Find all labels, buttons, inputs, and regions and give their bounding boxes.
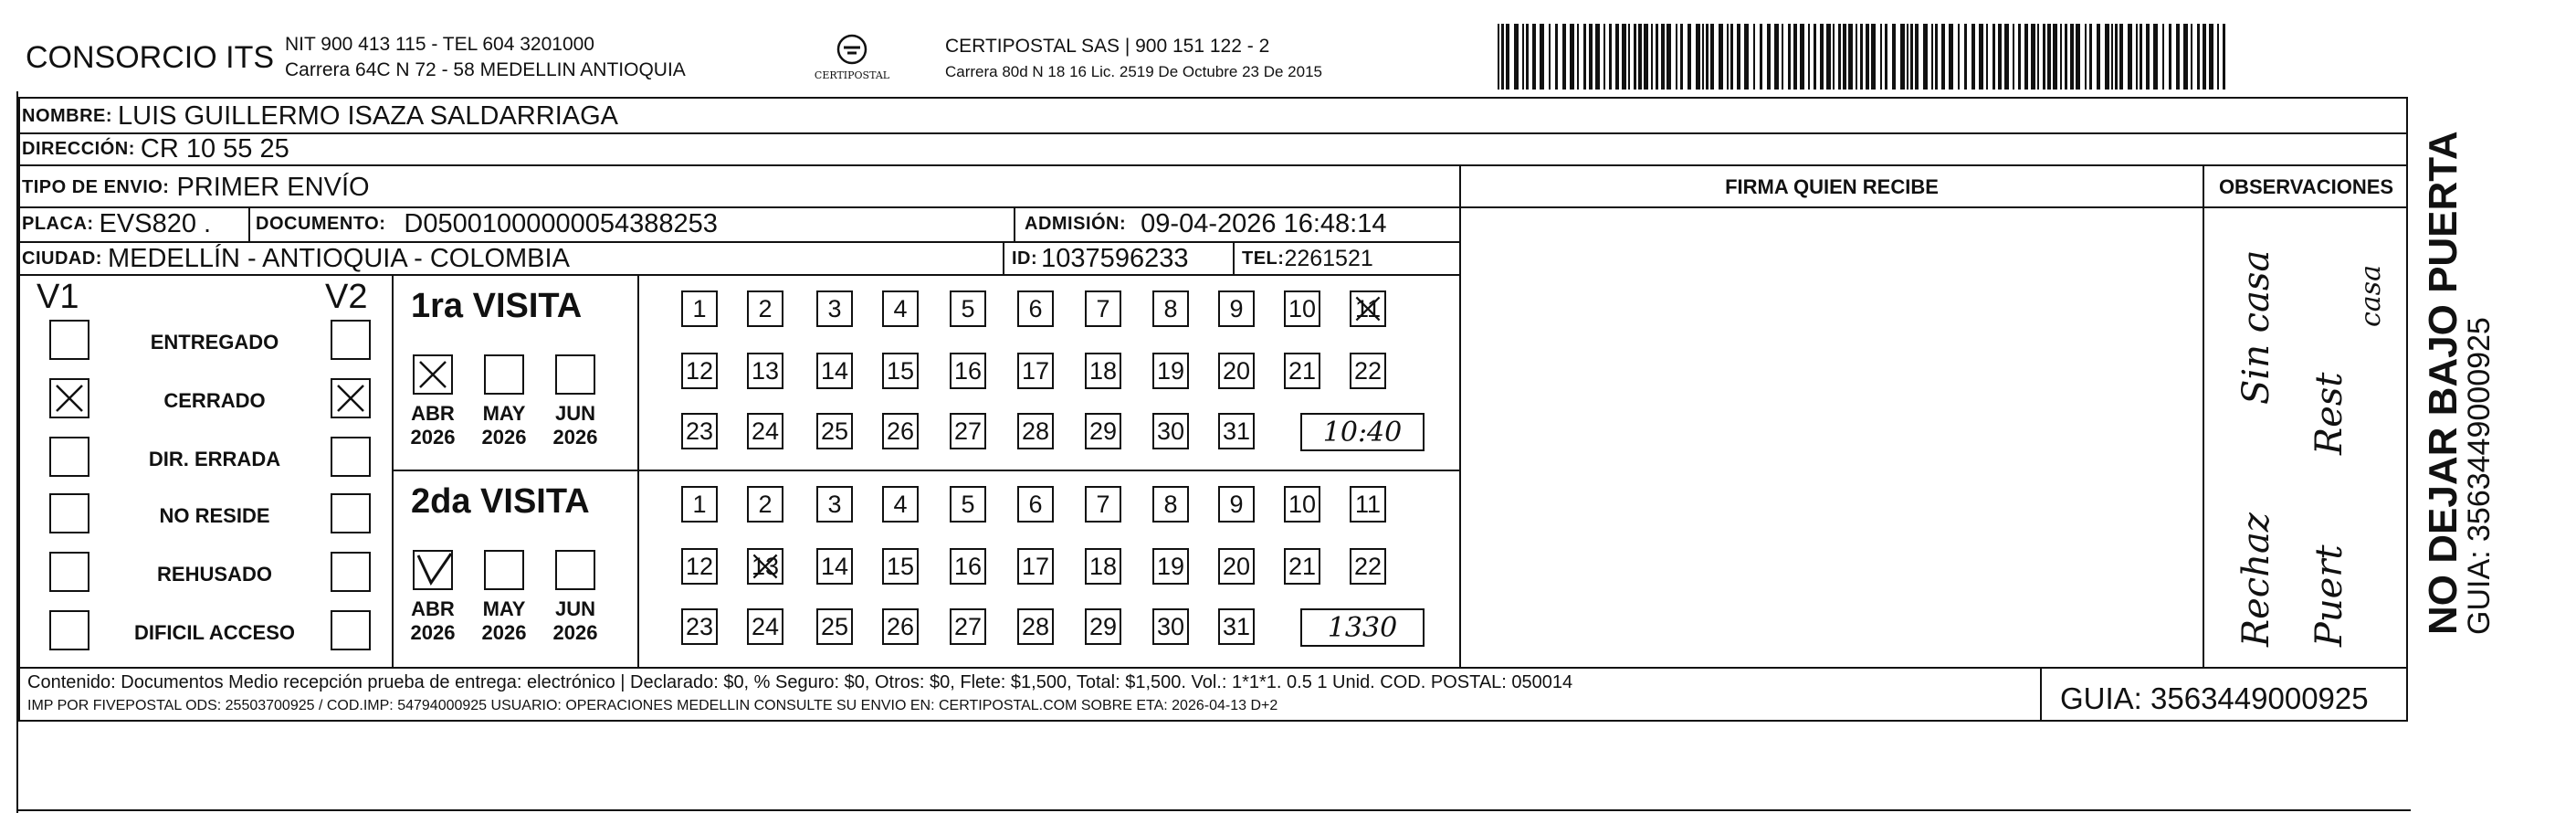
day-box[interactable]: 30	[1152, 413, 1189, 449]
day-box[interactable]: 5	[950, 486, 986, 523]
barcode-bar	[1860, 24, 1863, 90]
day-box[interactable]: 20	[1218, 548, 1255, 585]
barcode-bar	[1501, 24, 1504, 90]
barcode-bar	[1833, 24, 1835, 90]
row-direccion	[22, 133, 289, 164]
barcode-bar	[1907, 24, 1908, 90]
admision-value: 09-04-2026 16:48:14	[1141, 208, 1387, 238]
ciudad-label: CIUDAD:	[22, 248, 102, 269]
rule-v-firma	[1459, 164, 1461, 669]
logo-text: CERTIPOSTAL	[814, 69, 890, 81]
footer-guia: GUIA: 3563449000925	[2060, 681, 2369, 715]
day-box[interactable]: 3	[816, 486, 853, 523]
barcode-bar	[1577, 24, 1579, 90]
day-box[interactable]: 16	[950, 548, 986, 585]
day-box[interactable]: 24	[747, 608, 783, 645]
barcode-bar	[2070, 24, 2074, 90]
barcode-bar	[1871, 24, 1876, 90]
day-box[interactable]: 17	[1017, 353, 1054, 389]
barcode-bar	[1958, 24, 1960, 90]
v2-checkbox[interactable]	[331, 437, 371, 477]
admision-label: ADMISIÓN:	[1025, 213, 1127, 234]
day-box[interactable]: 24	[747, 413, 783, 449]
row-id	[1012, 243, 1188, 274]
barcode-bar	[1866, 24, 1869, 90]
year-label: 2026	[481, 426, 527, 449]
day-box[interactable]: 20	[1218, 353, 1255, 389]
barcode-bar	[1562, 24, 1566, 90]
company-address: Carrera 64C N 72 - 58 MEDELLIN ANTIOQUIA	[285, 59, 686, 80]
day-box[interactable]: 5	[950, 290, 986, 327]
day-box[interactable]: 29	[1085, 608, 1121, 645]
barcode-bar	[1609, 24, 1612, 90]
barcode-bar	[1910, 24, 1913, 90]
month-checkbox[interactable]	[555, 354, 595, 395]
day-box[interactable]: 27	[950, 413, 986, 449]
visit-title: 1ra VISITA	[411, 287, 583, 325]
barcode-bar	[1843, 24, 1846, 90]
day-box[interactable]: 18	[1085, 548, 1121, 585]
status-option-label: ENTREGADO	[150, 331, 279, 354]
barcode	[1498, 24, 2228, 90]
month-label: JUN	[554, 402, 595, 425]
day-box[interactable]: 10	[1284, 486, 1320, 523]
day-box[interactable]: 4	[882, 486, 919, 523]
year-label: 2026	[552, 621, 598, 644]
barcode-bar	[1710, 24, 1714, 90]
barcode-bar	[1856, 24, 1857, 90]
day-box[interactable]: 17	[1017, 548, 1054, 585]
row-tipo	[22, 172, 370, 203]
placa-label: PLACA:	[22, 213, 94, 234]
barcode-bar	[2004, 24, 2009, 90]
day-box[interactable]: 19	[1152, 353, 1189, 389]
observaciones-header: OBSERVACIONES	[2218, 175, 2394, 198]
barcode-bar	[2037, 24, 2039, 90]
v1-checkbox[interactable]	[49, 493, 89, 533]
barcode-bar	[2047, 24, 2051, 90]
barcode-bar	[1615, 24, 1619, 90]
barcode-bar	[1760, 24, 1762, 90]
barcode-bar	[2136, 24, 2138, 90]
day-box[interactable]: 11	[1350, 486, 1386, 523]
row-tel	[1242, 243, 1373, 274]
barcode-bar	[2053, 24, 2057, 90]
day-box[interactable]: 1	[681, 290, 718, 327]
day-box[interactable]: 21	[1284, 548, 1320, 585]
direccion-label: DIRECCIÓN:	[22, 138, 135, 159]
barcode-bar	[2209, 24, 2213, 90]
page-edge-left	[16, 91, 18, 813]
day-box[interactable]: 19	[1152, 548, 1189, 585]
barcode-bar	[1826, 24, 1831, 90]
day-box[interactable]: 31	[1218, 413, 1255, 449]
barcode-bar	[1848, 24, 1853, 90]
side-text	[2409, 100, 2500, 649]
barcode-bar	[2119, 24, 2123, 90]
rule-v-tel	[1233, 243, 1235, 274]
documento-label: DOCUMENTO:	[256, 213, 386, 234]
barcode-bar	[2217, 24, 2219, 90]
v1-checkbox[interactable]	[49, 378, 89, 418]
status-option-label: DIR. ERRADA	[148, 448, 281, 470]
day-box[interactable]: 2	[747, 486, 783, 523]
side-guia-text: GUIA: 3563449000925	[2462, 317, 2497, 635]
day-box[interactable]: 12	[681, 353, 718, 389]
barcode-bar	[1820, 24, 1824, 90]
barcode-bar	[1986, 24, 1988, 90]
rule-2	[18, 164, 2408, 166]
day-box[interactable]: 26	[882, 413, 919, 449]
barcode-bar	[2176, 24, 2180, 90]
barcode-bar	[1634, 24, 1636, 90]
barcode-bar	[1540, 24, 1544, 90]
carrier-address: Carrera 80d N 18 16 Lic. 2519 De Octubre 23 De 2015	[945, 63, 1322, 80]
year-label: 2026	[410, 621, 456, 644]
month-label: ABR	[411, 597, 455, 620]
v1-checkbox[interactable]	[49, 552, 89, 592]
barcode-bar	[2097, 24, 2100, 90]
day-box[interactable]: 12	[681, 548, 718, 585]
barcode-bar	[1774, 24, 1779, 90]
v2-checkbox[interactable]	[331, 378, 371, 418]
barcode-bar	[1667, 24, 1671, 90]
barcode-bar	[2065, 24, 2067, 90]
status-option-label: DIFICIL ACCESO	[133, 621, 295, 644]
day-box[interactable]: 8	[1152, 486, 1189, 523]
day-box[interactable]: 22	[1350, 353, 1386, 389]
barcode-bar	[2223, 24, 2225, 90]
firma-header: FIRMA QUIEN RECIBE	[1725, 175, 1939, 198]
day-box[interactable]: 7	[1085, 486, 1121, 523]
day-box[interactable]: 7	[1085, 290, 1121, 327]
rule-1	[18, 132, 2408, 134]
certipostal-logo	[811, 27, 893, 91]
month-checkbox[interactable]	[484, 550, 524, 590]
month-label: JUN	[554, 597, 595, 620]
visit-title: 2da VISITA	[411, 482, 590, 521]
month-checkbox[interactable]	[413, 550, 453, 590]
day-box[interactable]: 23	[681, 413, 718, 449]
barcode-bar	[1941, 24, 1945, 90]
barcode-bar	[1680, 24, 1683, 90]
barcode-bar	[1603, 24, 1605, 90]
row-ciudad	[22, 243, 570, 274]
day-box[interactable]: 31	[1218, 608, 1255, 645]
year-label: 2026	[552, 426, 598, 449]
barcode-bar	[1992, 24, 1995, 90]
day-box[interactable]: 14	[816, 353, 853, 389]
day-box[interactable]: 26	[882, 608, 919, 645]
barcode-bar	[2013, 24, 2014, 90]
v2-header: V2	[325, 278, 368, 316]
barcode-bar	[2031, 24, 2035, 90]
barcode-bar	[1506, 24, 1509, 90]
barcode-bar	[1526, 24, 1529, 90]
barcode-bar	[2115, 24, 2118, 90]
barcode-bar	[1719, 24, 1723, 90]
v2-checkbox[interactable]	[331, 320, 371, 360]
barcode-bar	[1514, 24, 1519, 90]
obs-word-4: Rest	[2308, 372, 2350, 455]
barcode-bar	[1931, 24, 1933, 90]
month-label: MAY	[482, 402, 526, 425]
row-documento	[256, 208, 718, 239]
barcode-bar	[2162, 24, 2164, 90]
day-box[interactable]: 1	[681, 486, 718, 523]
barcode-bar	[1638, 24, 1642, 90]
barcode-bar	[1793, 24, 1797, 90]
day-box[interactable]: 18	[1085, 353, 1121, 389]
day-box[interactable]: 10	[1284, 290, 1320, 327]
barcode-bar	[1800, 24, 1804, 90]
barcode-bar	[1656, 24, 1658, 90]
barcode-bar	[2203, 24, 2206, 90]
status-option-label: CERRADO	[163, 389, 266, 412]
barcode-bar	[1522, 24, 1524, 90]
barcode-bar	[1595, 24, 1600, 90]
barcode-bar	[2076, 24, 2080, 90]
barcode-bar	[1923, 24, 1928, 90]
barcode-bar	[1880, 24, 1882, 90]
barcode-bar	[1676, 24, 1677, 90]
barcode-bar	[2018, 24, 2021, 90]
day-box[interactable]: 27	[950, 608, 986, 645]
company-name: CONSORCIO ITS	[26, 40, 275, 75]
barcode-bar	[1788, 24, 1791, 90]
row-admision	[1025, 208, 1386, 239]
barcode-bar	[2089, 24, 2092, 90]
barcode-bar	[1532, 24, 1536, 90]
barcode-bar	[1651, 24, 1653, 90]
documento-value: D05001000000054388253	[404, 208, 718, 238]
day-box[interactable]: 28	[1017, 608, 1054, 645]
barcode-bar	[1998, 24, 2002, 90]
rule-v-guia	[2040, 667, 2042, 722]
tipo-label: TIPO DE ENVIO:	[22, 176, 170, 197]
rule-v-id	[1003, 243, 1004, 274]
day-box[interactable]: 4	[882, 290, 919, 327]
row-nombre	[22, 100, 618, 132]
day-box[interactable]: 30	[1152, 608, 1189, 645]
barcode-bar	[1915, 24, 1919, 90]
barcode-bar	[1782, 24, 1783, 90]
rule-visit-split	[394, 470, 1459, 471]
visit-time: 10:40	[1300, 413, 1425, 451]
company-nit-tel: NIT 900 413 115 - TEL 604 3201000	[285, 34, 594, 55]
day-box[interactable]: 6	[1017, 486, 1054, 523]
day-box[interactable]: 22	[1350, 548, 1386, 585]
barcode-bar	[1661, 24, 1665, 90]
placa-value: EVS820 .	[99, 208, 212, 238]
carrier-name: CERTIPOSTAL SAS | 900 151 122 - 2	[945, 36, 1270, 57]
barcode-bar	[2197, 24, 2200, 90]
barcode-bar	[1727, 24, 1729, 90]
day-box[interactable]: 13	[747, 548, 783, 585]
day-box[interactable]: 3	[816, 290, 853, 327]
page-edge-bottom	[18, 809, 2411, 811]
month-checkbox[interactable]	[413, 354, 453, 395]
day-box[interactable]: 6	[1017, 290, 1054, 327]
v1-header: V1	[37, 278, 79, 316]
status-option-label: NO RESIDE	[159, 504, 270, 527]
tel-value: 2261521	[1284, 245, 1373, 271]
barcode-bar	[2169, 24, 2171, 90]
barcode-bar	[1971, 24, 1975, 90]
barcode-bar	[1964, 24, 1967, 90]
tel-label: TEL:	[1242, 248, 1285, 269]
day-box[interactable]: 16	[950, 353, 986, 389]
day-box[interactable]: 8	[1152, 290, 1189, 327]
no-dejar-text: NO DEJAR BAJO PUERTA	[2421, 131, 2466, 635]
barcode-bar	[1555, 24, 1558, 90]
day-box[interactable]: 13	[747, 353, 783, 389]
barcode-bar	[2146, 24, 2150, 90]
v1-checkbox[interactable]	[49, 437, 89, 477]
tipo-value: PRIMER ENVÍO	[176, 172, 370, 202]
year-label: 2026	[410, 426, 456, 449]
month-label: MAY	[482, 597, 526, 620]
barcode-bar	[1838, 24, 1841, 90]
day-box[interactable]: 25	[816, 413, 853, 449]
month-label: ABR	[411, 402, 455, 425]
observaciones-handwriting	[2204, 208, 2407, 665]
obs-word-2: Sin casa	[2235, 249, 2277, 405]
obs-word-3: Puert	[2308, 544, 2350, 647]
day-box[interactable]: 28	[1017, 413, 1054, 449]
v2-checkbox[interactable]	[331, 552, 371, 592]
day-box[interactable]: 2	[747, 290, 783, 327]
day-box[interactable]: 25	[816, 608, 853, 645]
barcode-bar	[1900, 24, 1905, 90]
barcode-bar	[2183, 24, 2188, 90]
rule-5	[18, 274, 1461, 276]
barcode-bar	[1979, 24, 1983, 90]
barcode-bar	[1589, 24, 1593, 90]
barcode-bar	[2140, 24, 2142, 90]
barcode-bar	[1767, 24, 1771, 90]
id-value: 1037596233	[1041, 243, 1189, 273]
barcode-bar	[1730, 24, 1733, 90]
barcode-bar	[1744, 24, 1749, 90]
barcode-bar	[1808, 24, 1810, 90]
direccion-value: CR 10 55 25	[140, 133, 289, 164]
barcode-bar	[1644, 24, 1648, 90]
id-label: ID:	[1012, 248, 1038, 269]
barcode-bar	[1753, 24, 1755, 90]
year-label: 2026	[481, 621, 527, 644]
barcode-bar	[1696, 24, 1700, 90]
barcode-bar	[1622, 24, 1626, 90]
nombre-label: NOMBRE:	[22, 105, 113, 126]
row-placa	[22, 208, 211, 239]
barcode-bar	[1583, 24, 1586, 90]
day-box[interactable]: 29	[1085, 413, 1121, 449]
barcode-bar	[1737, 24, 1740, 90]
v2-checkbox[interactable]	[331, 493, 371, 533]
obs-word-5: casa	[2355, 265, 2387, 327]
barcode-bar	[1706, 24, 1709, 90]
barcode-bar	[2153, 24, 2158, 90]
day-box[interactable]: 15	[882, 548, 919, 585]
day-box[interactable]: 21	[1284, 353, 1320, 389]
v1-checkbox[interactable]	[49, 610, 89, 650]
v2-checkbox[interactable]	[331, 610, 371, 650]
day-box[interactable]: 14	[816, 548, 853, 585]
barcode-bar	[1935, 24, 1938, 90]
status-option-label: REHUSADO	[157, 563, 272, 586]
visit-time: 1330	[1300, 608, 1425, 647]
v1-checkbox[interactable]	[49, 320, 89, 360]
rule-footer	[18, 667, 2408, 669]
day-box[interactable]: 9	[1218, 290, 1255, 327]
barcode-bar	[1814, 24, 1816, 90]
barcode-bar	[2085, 24, 2087, 90]
barcode-bar	[2111, 24, 2113, 90]
footer-line-1: Contenido: Documentos Medio recepción prueba de entrega: electrónico | Declarado: $0, % Seguro: $0, Otros: $0, Flete: $1,500, Total: $1,500. Vol.: 1*1*1. 0.5 1 Unid. COD. POSTAL: 050014	[27, 672, 1573, 692]
barcode-bar	[2105, 24, 2109, 90]
barcode-bar	[2024, 24, 2028, 90]
rule-v-admision	[1014, 208, 1015, 241]
barcode-bar	[2060, 24, 2062, 90]
barcode-bar	[1688, 24, 1691, 90]
day-box[interactable]: 23	[681, 608, 718, 645]
barcode-bar	[1885, 24, 1887, 90]
obs-word-1: Rechaz	[2235, 512, 2277, 647]
barcode-bar	[1892, 24, 1896, 90]
barcode-bar	[1702, 24, 1704, 90]
month-checkbox[interactable]	[555, 550, 595, 590]
barcode-bar	[1549, 24, 1551, 90]
barcode-bar	[1949, 24, 1953, 90]
day-box[interactable]: 11	[1350, 290, 1386, 327]
day-box[interactable]: 15	[882, 353, 919, 389]
rule-v-placa	[248, 208, 250, 241]
day-box[interactable]: 9	[1218, 486, 1255, 523]
month-checkbox[interactable]	[484, 354, 524, 395]
barcode-bar	[1498, 24, 1499, 90]
barcode-bar	[2191, 24, 2192, 90]
footer-line-2: IMP POR FIVEPOSTAL ODS: 25503700925 / COD.IMP: 54794000925 USUARIO: OPERACIONES MEDELLIN CONSULTE SU ENVIO EN: CERTIPOSTAL.COM SOBRE ETA: 2026-04-13 D+2	[27, 698, 1278, 713]
nombre-value: LUIS GUILLERMO ISAZA SALDARRIAGA	[118, 100, 618, 131]
barcode-bar	[1570, 24, 1574, 90]
barcode-bar	[1628, 24, 1630, 90]
ciudad-value: MEDELLÍN - ANTIOQUIA - COLOMBIA	[107, 243, 570, 273]
barcode-bar	[2128, 24, 2132, 90]
barcode-bar	[2043, 24, 2045, 90]
